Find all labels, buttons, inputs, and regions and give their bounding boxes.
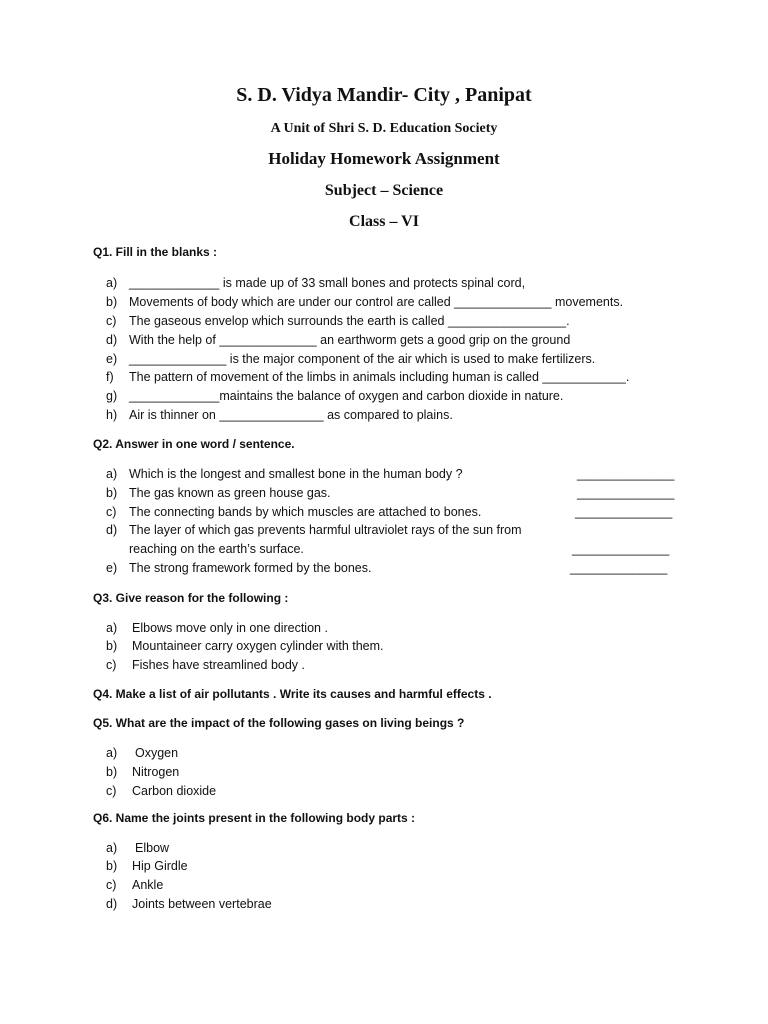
item-letter: a) [106, 841, 118, 855]
item-letter: d) [106, 897, 118, 911]
item-text: Oxygen [135, 746, 179, 760]
item-text: With the help of ______________ an earthworm gets a good grip on the ground [129, 333, 571, 347]
item-text: reaching on the earth’s surface. [129, 542, 304, 556]
item-text: The pattern of movement of the limbs in animals including human is called ____________. [129, 370, 630, 384]
question-6-heading: Q6. Name the joints present in the following body parts : [93, 811, 416, 825]
item-letter: b) [106, 859, 118, 873]
item-letter: f) [106, 370, 114, 384]
item-text: Carbon dioxide [132, 784, 217, 798]
item-text: The connecting bands by which muscles are attached to bones. [129, 505, 482, 519]
item-text: The strong framework formed by the bones. [129, 561, 372, 575]
item-letter: g) [106, 389, 118, 403]
item-text: Elbows move only in one direction . [132, 621, 328, 635]
item-letter: c) [106, 878, 117, 892]
item-letter: b) [106, 639, 118, 653]
item-letter: c) [106, 784, 117, 798]
item-letter: e) [106, 352, 118, 366]
item-text: The gas known as green house gas. [129, 486, 331, 500]
item-text: Fishes have streamlined body . [132, 658, 306, 672]
item-text: Mountaineer carry oxygen cylinder with them. [132, 639, 384, 653]
item-text: Hip Girdle [132, 859, 188, 873]
answer-blank: ______________ [577, 486, 675, 500]
item-letter: a) [106, 746, 118, 760]
item-text: _____________maintains the balance of oxygen and carbon dioxide in nature. [129, 389, 564, 403]
item-text: Air is thinner on _______________ as compared to plains. [129, 408, 453, 422]
item-text: _____________ is made up of 33 small bones and protects spinal cord, [129, 276, 526, 290]
school-name: S. D. Vidya Mandir- City , Panipat [236, 84, 532, 106]
item-text: Movements of body which are under our control are called ______________ movements. [129, 295, 624, 309]
item-letter: a) [106, 467, 118, 481]
question-1-heading: Q1. Fill in the blanks : [93, 245, 218, 259]
school-unit: A Unit of Shri S. D. Education Society [270, 121, 498, 136]
item-letter: h) [106, 408, 118, 422]
assignment-title: Holiday Homework Assignment [268, 149, 500, 168]
question-3-heading: Q3. Give reason for the following : [93, 591, 289, 605]
item-text: Which is the longest and smallest bone in the human body ? [129, 467, 463, 481]
subject-line: Subject – Science [324, 182, 444, 199]
item-text: Elbow [135, 841, 170, 855]
answer-blank: ______________ [572, 542, 670, 556]
item-letter: e) [106, 561, 118, 575]
class-line: Class – VI [349, 213, 419, 230]
item-letter: d) [106, 523, 118, 537]
item-text: The layer of which gas prevents harmful ultraviolet rays of the sun from [129, 523, 522, 537]
item-letter: c) [106, 314, 117, 328]
item-letter: c) [106, 505, 117, 519]
item-letter: b) [106, 486, 118, 500]
item-letter: c) [106, 658, 117, 672]
item-text: Nitrogen [132, 765, 180, 779]
item-letter: b) [106, 765, 118, 779]
item-letter: a) [106, 621, 118, 635]
answer-blank: ______________ [570, 561, 668, 575]
answer-blank: ______________ [577, 467, 675, 481]
item-text: Ankle [132, 878, 164, 892]
item-letter: d) [106, 333, 118, 347]
item-text: Joints between vertebrae [132, 897, 272, 911]
item-text: The gaseous envelop which surrounds the earth is called _________________. [129, 314, 570, 328]
item-letter: b) [106, 295, 118, 309]
question-5-heading: Q5. What are the impact of the following gases on living beings ? [93, 716, 465, 730]
question-2-heading: Q2. Answer in one word / sentence. [93, 437, 295, 451]
question-4-heading: Q4. Make a list of air pollutants . Write its causes and harmful effects . [93, 687, 492, 701]
item-text: ______________ is the major component of the air which is used to make fertilizers. [129, 352, 596, 366]
answer-blank: ______________ [575, 505, 673, 519]
item-letter: a) [106, 276, 118, 290]
